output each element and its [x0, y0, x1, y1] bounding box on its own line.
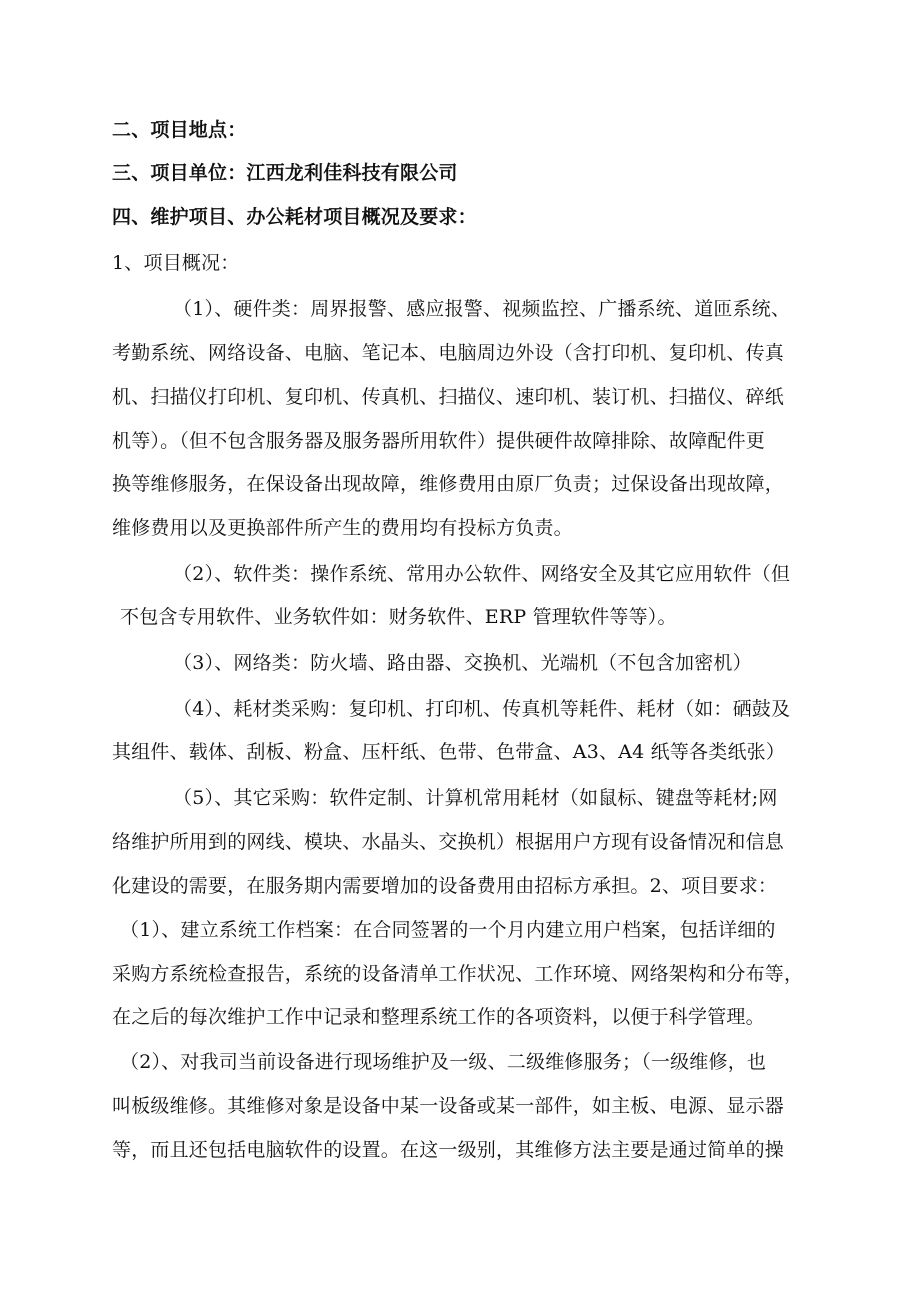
paragraph-line: 换等维修服务，在保设备出现故障，维修费用由原厂负责；过保设备出现故障， [112, 473, 785, 495]
heading-maintenance-overview: 四、维护项目、办公耗材项目概况及要求： [112, 206, 477, 228]
paragraph-line: 机等）。（但不包含服务器及服务器所用软件）提供硬件故障排除、故障配件更 [112, 430, 766, 452]
heading-project-unit: 三、项目单位：江西龙利佳科技有限公司 [112, 162, 458, 184]
paragraph-line: （5）、其它采购：软件定制、计算机常用耗材（如鼠标、键盘等耗材;网 [173, 787, 778, 809]
paragraph-line: 其组件、载体、刮板、粉盒、压杆纸、色带、色带盒、A3、A4 纸等各类纸张） [112, 741, 786, 763]
paragraph-line: （4）、耗材类采购：复印机、打印机、传真机等耗件、耗材（如：硒鼓及 [173, 698, 791, 720]
paragraph-line: 维修费用以及更换部件所产生的费用均有投标方负责。 [112, 517, 573, 539]
paragraph-line: （2）、软件类：操作系统、常用办公软件、网络安全及其它应用软件（但 [173, 563, 791, 585]
paragraph-line: 不包含专用软件、业务软件如：财务软件、ERP 管理软件等等）。 [120, 606, 677, 628]
paragraph-line: 等，而且还包括电脑软件的设置。在这一级别，其维修方法主要是通过简单的操 [112, 1139, 785, 1161]
paragraph-line: （1）、建立系统工作档案：在合同签署的一个月内建立用户档案，包括详细的 [120, 919, 776, 941]
paragraph-line: （3）、网络类：防火墙、路由器、交换机、光端机（不包含加密机） [173, 652, 752, 674]
paragraph-line: 在之后的每次维护工作中记录和整理系统工作的各项资料，以便于科学管理。 [112, 1006, 765, 1028]
paragraph-line: 络维护所用到的网线、模块、水晶头、交换机）根据用户方现有设备情况和信息 [112, 831, 785, 853]
paragraph-line: 化建设的需要，在服务期内需要增加的设备费用由招标方承担。2、项目要求： [112, 875, 778, 897]
overview-title: 1、项目概况： [112, 252, 240, 274]
paragraph-line: 叫板级维修。其维修对象是设备中某一设备或某一部件，如主板、电源、显示器 [112, 1095, 785, 1117]
paragraph-line: 考勤系统、网络设备、电脑、笔记本、电脑周边外设（含打印机、复印机、传真 [112, 342, 785, 364]
paragraph-line: 机、扫描仪打印机、复印机、传真机、扫描仪、速印机、装订机、扫描仪、碎纸 [112, 386, 785, 408]
paragraph-line: 采购方系统检查报告，系统的设备清单工作状况、工作环境、网络架构和分布等， [112, 963, 804, 985]
paragraph-line: （1）、硬件类：周界报警、感应报警、视频监控、广播系统、道匝系统、 [173, 298, 791, 320]
paragraph-line: （2）、对我司当前设备进行现场维护及一级、二级维修服务；（一级维修，也 [120, 1051, 767, 1073]
heading-project-location: 二、项目地点： [112, 119, 247, 141]
